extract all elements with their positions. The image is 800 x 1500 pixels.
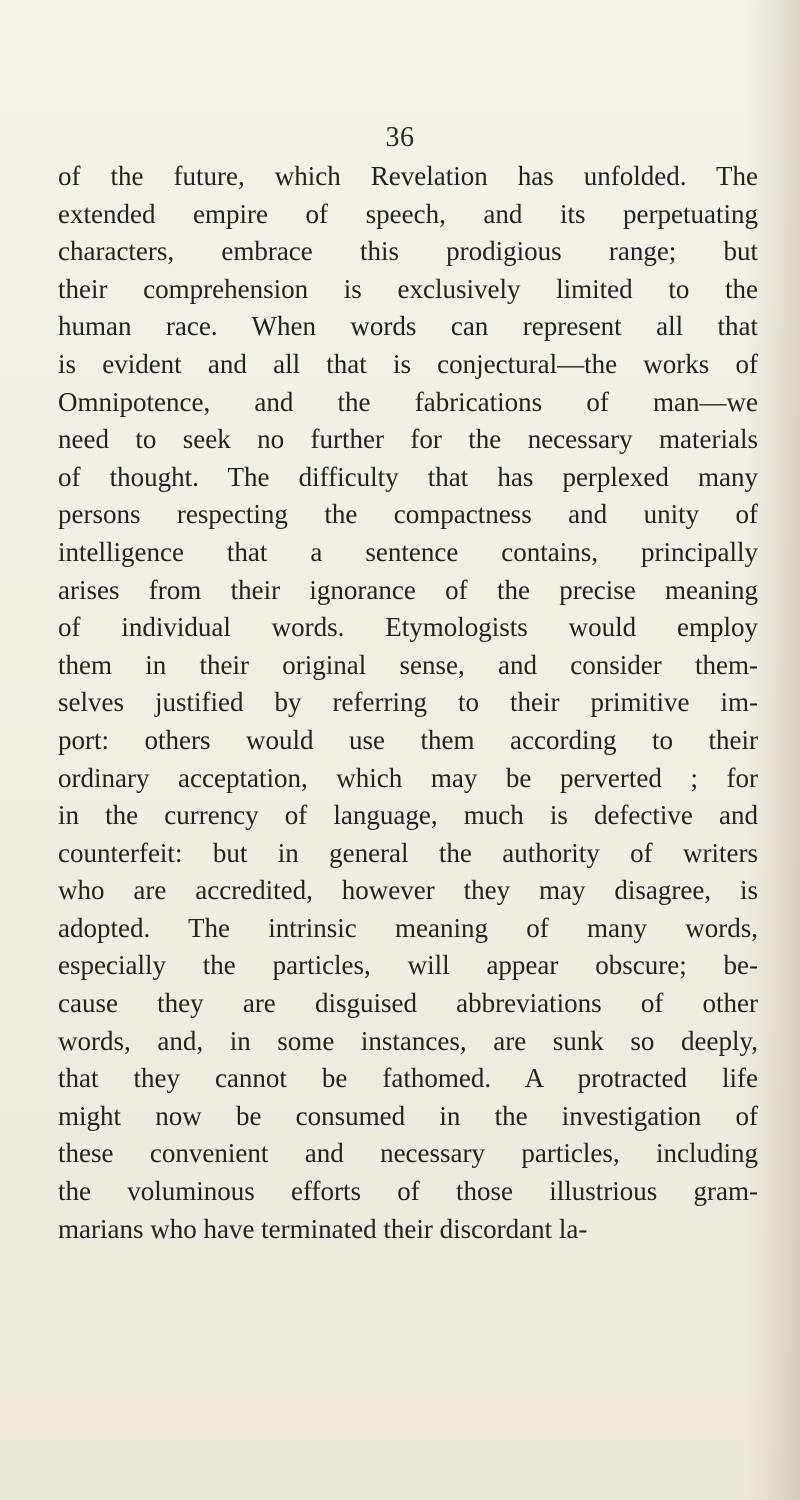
text-line-5: human race. When words can represent all that xyxy=(58,311,758,342)
page-number: 36 xyxy=(385,122,415,153)
text-line-8: need to seek no further for the necessary materials xyxy=(58,424,758,455)
text-line-28: the voluminous efforts of those illustrious gram- xyxy=(58,1176,758,1207)
text-line-19: counterfeit: but in general the authority of writers xyxy=(58,837,758,868)
text-line-12: arises from their ignorance of the precise meaning xyxy=(58,574,758,605)
text-line-18: in the currency of language, much is defective and xyxy=(58,800,758,831)
text-line-20: who are accredited, however they may disagree, is xyxy=(58,875,758,906)
text-line-13: of individual words. Etymologists would employ xyxy=(58,612,758,643)
text-line-2: extended empire of speech, and its perpetuating xyxy=(58,198,758,229)
text-line-4: their comprehension is exclusively limited to the xyxy=(58,273,758,304)
text-line-14: them in their original sense, and consider them- xyxy=(58,649,758,680)
text-line-11: intelligence that a sentence contains, principally xyxy=(58,536,758,567)
text-line-15: selves justified by referring to their primitive im- xyxy=(58,687,758,718)
text-line-7: Omnipotence, and the fabrications of man—we xyxy=(58,386,758,417)
text-line-3: characters, embrace this prodigious range; but xyxy=(58,236,758,267)
text-line-16: port: others would use them according to their xyxy=(58,724,758,755)
text-line-10: persons respecting the compactness and unity of xyxy=(58,499,758,530)
text-line-26: might now be consumed in the investigation of xyxy=(58,1100,758,1131)
text-line-25: that they cannot be fathomed. A protracted life xyxy=(58,1063,758,1094)
text-line-23: cause they are disguised abbreviations of other xyxy=(58,988,758,1019)
text-line-22: especially the particles, will appear obscure; be- xyxy=(58,950,758,981)
text-line-6: is evident and all that is conjectural—the works of xyxy=(58,348,758,379)
text-line-9: of thought. The difficulty that has perplexed many xyxy=(58,461,758,492)
body-text xyxy=(58,158,758,1248)
text-line-24: words, and, in some instances, are sunk so deeply, xyxy=(58,1025,758,1056)
text-line-27: these convenient and necessary particles, including xyxy=(58,1138,758,1169)
text-line-21: adopted. The intrinsic meaning of many words, xyxy=(58,912,758,943)
text-line-29: marians who have terminated their discordant la- xyxy=(58,1213,588,1244)
text-line-1: of the future, which Revelation has unfolded. The xyxy=(58,161,758,191)
text-line-17: ordinary acceptation, which may be perverted ; for xyxy=(58,762,758,793)
